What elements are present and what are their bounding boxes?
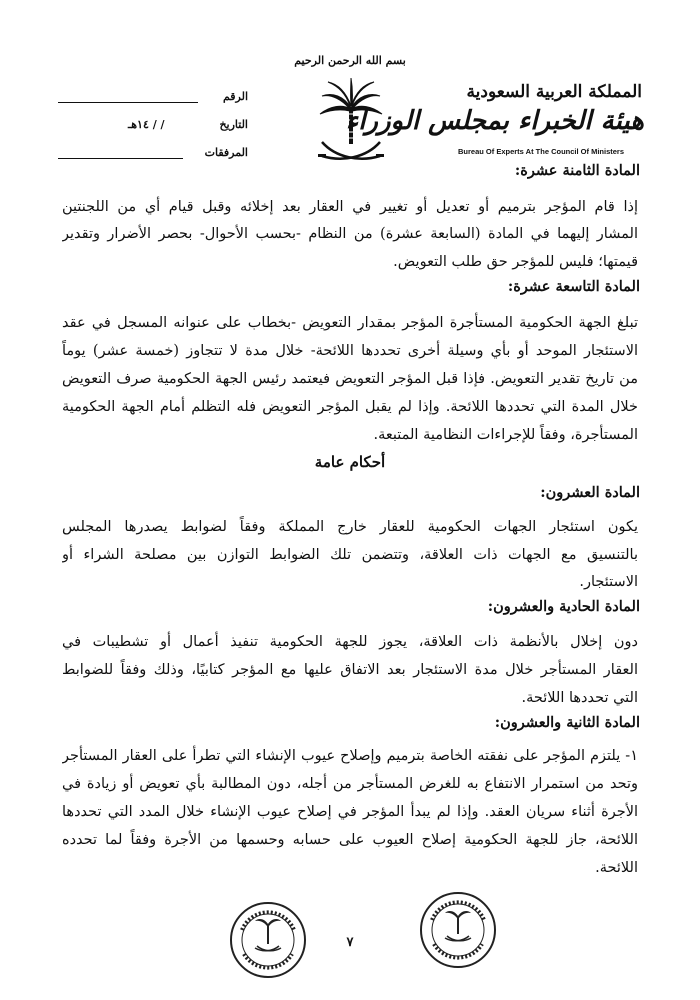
ref-attachments-label: المرفقات bbox=[204, 146, 248, 159]
article-heading: المادة الثامنة عشرة: bbox=[514, 162, 640, 179]
page-number: ٧ bbox=[346, 935, 354, 950]
article-line: الاستئجار. bbox=[579, 574, 638, 590]
official-stamp-left bbox=[228, 900, 308, 980]
article-heading: المادة التاسعة عشرة: bbox=[507, 278, 640, 295]
article-line: وتحد من استمرار الانتفاع به للغرض المستأجر من أجله، دون المطالبة بأي تعويض أو زيادة في bbox=[62, 776, 638, 792]
ref-number-line bbox=[58, 102, 198, 103]
article-line: يكون استئجار الجهات الحكومية للعقار خارج المملكة وفقاً لضوابط يصدرها المجلس bbox=[62, 519, 638, 535]
ref-number-field bbox=[58, 90, 248, 106]
ref-attachments-line bbox=[58, 158, 183, 159]
article-line: قيمتها؛ فليس للمؤجر حق طلب التعويض. bbox=[393, 254, 638, 270]
org-name-en: Bureau Of Experts At The Council Of Ministers bbox=[458, 147, 624, 156]
org-country: المملكة العربية السعودية bbox=[466, 82, 642, 102]
section-title: أحكام عامة bbox=[314, 453, 386, 471]
article-line: العقار المستأجر خلال مدة الاستئجار بعد الاتفاق عليها مع المؤجر كتابيًا، وذلك وفقاً للضوابط bbox=[62, 662, 638, 678]
basmala: بسم الله الرحمن الرحيم bbox=[294, 54, 406, 67]
article-line: المستأجرة، وفقاً للإجراءات النظامية المتبعة. bbox=[373, 427, 638, 443]
org-name: هيئة الخبراء بمجلس الوزراء bbox=[345, 106, 644, 136]
ref-attachments-field bbox=[58, 146, 248, 162]
article-line: اللائحة، جاز للجهة الحكومية إصلاح العيوب على حسابه وحسمها من الأجرة وفقاً لما تحدده bbox=[62, 832, 638, 848]
article-line: التي تحددها اللائحة. bbox=[521, 690, 638, 706]
article-line: خلال المدة التي تحددها اللائحة. وإذا لم يقبل المؤجر التعويض فله التظلم أمام الجهة الحكومية bbox=[62, 399, 638, 415]
article-heading: المادة الثانية والعشرون: bbox=[494, 714, 640, 731]
article-line: إذا قام المؤجر بترميم أو تعديل أو تغيير في العقار بعد إخلائه وقبل قيام أي من اللجنتين bbox=[62, 199, 638, 215]
organization-header bbox=[345, 80, 670, 160]
article-line: بالتنسيق مع الجهات ذات العلاقة، وتتضمن تلك الضوابط التوازن بين مصلحة الشراء أو bbox=[62, 547, 638, 563]
article-line: من تاريخ تقدير التعويض. فإذا قبل المؤجر التعويض فيعتمد رئيس الجهة الحكومية صرف التعويض bbox=[62, 371, 638, 387]
binding-hole-icon bbox=[31, 368, 45, 382]
ref-date-field bbox=[58, 118, 248, 134]
article-line: الأجرة أثناء سريان العقد. وإذا لم يبدأ المؤجر في إصلاح عيوب الإنشاء خلال المدد التي تحددها bbox=[62, 804, 638, 820]
article-line: اللائحة. bbox=[595, 860, 638, 876]
article-line: دون إخلال بالأنظمة ذات العلاقة، يجوز للجهة الحكومية تنفيذ أعمال أو تشطيبات في bbox=[62, 634, 638, 650]
ref-number-label: الرقم bbox=[222, 90, 248, 103]
article-heading: المادة العشرون: bbox=[540, 484, 640, 501]
article-line: تبلغ الجهة الحكومية المستأجرة المؤجر بمقدار التعويض -بخطاب على عنوانه المسجل في عقد bbox=[62, 315, 638, 331]
binding-hole-icon bbox=[31, 634, 45, 648]
ref-date-value: / / ١٤هـ bbox=[128, 118, 165, 131]
article-line: المشار إليهما في المادة (السابعة عشرة) من النظام -بحسب الأحوال- بحصر الأضرار وتقدير bbox=[62, 226, 638, 242]
article-heading: المادة الحادية والعشرون: bbox=[487, 598, 640, 615]
official-stamp-right bbox=[418, 890, 498, 970]
article-line: ١- يلتزم المؤجر على نفقته الخاصة بترميم وإصلاح عيوب الإنشاء التي تطرأ على العقار المستأجر bbox=[62, 748, 638, 764]
article-line: الاستئجار الموحد أو بأي وسيلة أخرى تحددها اللائحة- خلال مدة لا تتجاوز (خمسة عشر) يوماً bbox=[62, 343, 638, 359]
ref-date-label: التاريخ bbox=[219, 118, 248, 131]
